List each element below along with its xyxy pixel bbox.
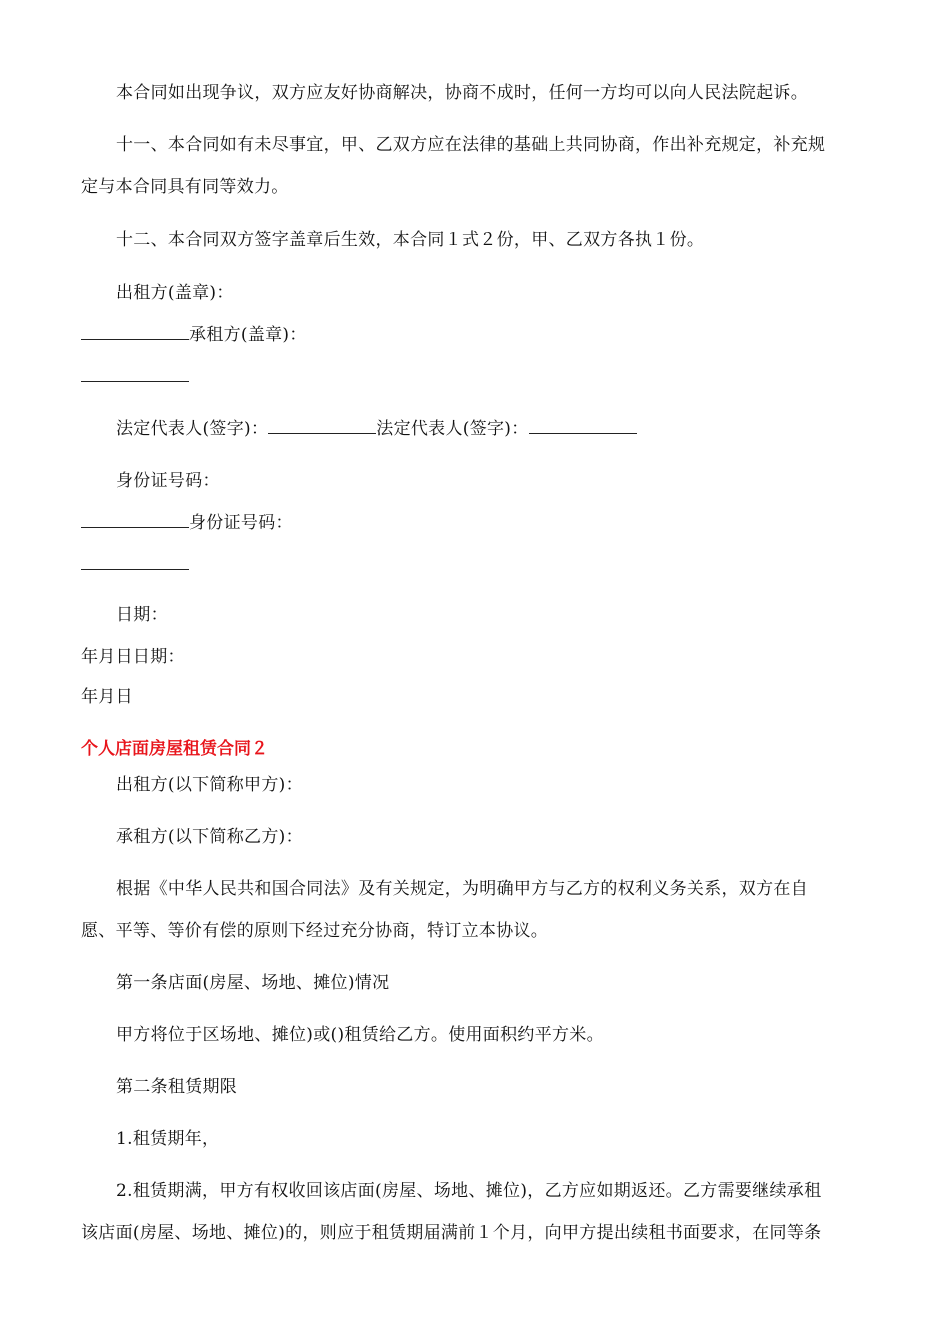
legal-rep-label-1: 法定代表人(签字)： xyxy=(116,419,269,439)
article-2-item-1: 1.租赁期年， xyxy=(116,1129,220,1149)
lessor-party-a: 出租方(以下简称甲方)： xyxy=(116,775,303,795)
signature-blank[interactable] xyxy=(529,419,637,434)
lessee-seal-label: 承租方(盖章)： xyxy=(189,325,307,345)
article-1-body: 甲方将位于区场地、摊位)或()租赁给乙方。使用面积约平方米。 xyxy=(116,1025,604,1045)
article-2-title: 第二条租赁期限 xyxy=(116,1077,238,1097)
id-number-label-1: 身份证号码： xyxy=(116,471,220,491)
date-label-2: 年月日日期： xyxy=(81,647,185,667)
signature-blank[interactable] xyxy=(81,325,189,340)
legal-rep-label-2: 法定代表人(签字)： xyxy=(376,419,529,439)
article-2-item-2-line-2: 该店面(房屋、场地、摊位)的，则应于租赁期届满前１个月，向甲方提出续租书面要求，在同等条 xyxy=(81,1223,822,1243)
article-1-title: 第一条店面(房屋、场地、摊位)情况 xyxy=(116,973,390,993)
date-label-3: 年月日 xyxy=(81,687,133,707)
basis-line-1: 根据《中华人民共和国合同法》及有关规定，为明确甲方与乙方的权利义务关系，双方在自 xyxy=(116,879,808,899)
lessor-seal-label: 出租方(盖章)： xyxy=(116,283,234,303)
signature-blank[interactable] xyxy=(81,513,189,528)
date-label-1: 日期： xyxy=(116,605,168,625)
signature-blank[interactable] xyxy=(81,555,189,570)
legal-rep-row xyxy=(116,418,637,440)
section-heading: 个人店面房屋租赁合同２ xyxy=(81,739,268,759)
id-number-label-2: 身份证号码： xyxy=(189,513,293,533)
clause-12: 十二、本合同双方签字盖章后生效，本合同１式２份，甲、乙双方各执１份。 xyxy=(116,230,705,250)
paragraph-dispute: 本合同如出现争议，双方应友好协商解决，协商不成时，任何一方均可以向人民法院起诉。 xyxy=(116,83,808,103)
clause-11-line-2: 定与本合同具有同等效力。 xyxy=(81,177,289,197)
signature-blank-row xyxy=(81,554,189,576)
signature-blank[interactable] xyxy=(268,419,376,434)
article-2-item-2-line-1: 2.租赁期满，甲方有权收回该店面(房屋、场地、摊位)，乙方应如期返还。乙方需要继续承租 xyxy=(116,1181,822,1201)
signature-blank-row xyxy=(81,366,189,388)
lessee-seal-row xyxy=(81,324,307,346)
signature-blank[interactable] xyxy=(81,367,189,382)
clause-11-line-1: 十一、本合同如有未尽事宜，甲、乙双方应在法律的基础上共同协商，作出补充规定，补充规 xyxy=(116,135,826,155)
basis-line-2: 愿、平等、等价有偿的原则下经过充分协商，特订立本协议。 xyxy=(81,921,549,941)
id-number-row xyxy=(81,512,293,534)
lessee-party-b: 承租方(以下简称乙方)： xyxy=(116,827,303,847)
